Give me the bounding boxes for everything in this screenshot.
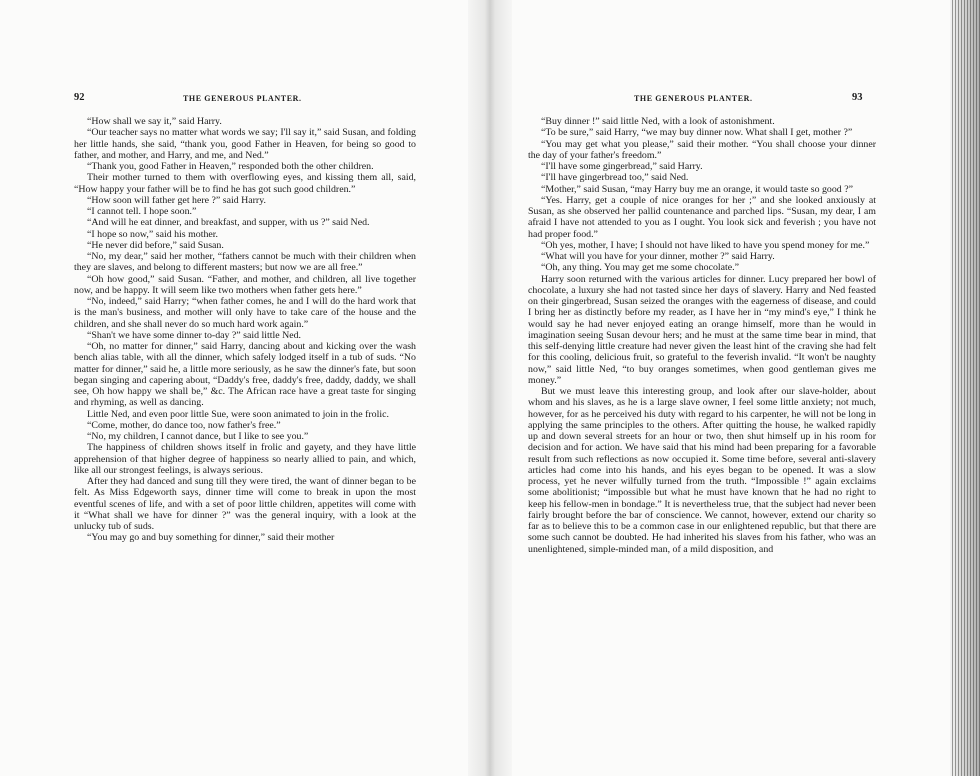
paragraph: “How soon will father get here ?” said Harry. [87,194,266,206]
page-text [74,116,416,544]
paragraph: “Come, mother, do dance too, now father's free.” [87,419,281,431]
running-header: THE GENEROUS PLANTER. [183,94,302,103]
paragraph: After they had danced and sung till they were tired, the want of dinner began to be felt. As Miss Edgeworth says, dinner time will come to break in upon the most eventful scenes of life, and with a set of poor little children, appetites will come with it “What shall we have for dinner ?” was the general inquiry, with a look at the unlucky tub of suds. [74,476,416,532]
paragraph: “No, indeed,” said Harry; “when father comes, he and I will do the hard work that is the man's business, and mother will only have to take care of the house and the children, and she shall never do so much hard work again.” [74,296,416,330]
paragraph: “Oh, no matter for dinner,” said Harry, dancing about and kicking over the wash bench alias table, with all the dinner, which safely lodged itself in a tub of suds. “No matter for dinner,” said he, a little more seriously, as he saw the dinner's fate, but soon began singing and capering about, “Daddy's free, daddy's free, daddy, daddy, we shall see, Oh how happy we shall be,” &c. The African race have a great taste for singing and rhyming, as well as dancing. [74,341,416,409]
paragraph: “Buy dinner !” said little Ned, with a look of astonishment. [541,116,775,127]
paragraph: “How shall we say it,” said Harry. [87,116,222,127]
paragraph: “You may get what you please,” said their mother. “You shall choose your dinner the day of your father's freedom.” [528,138,876,161]
paragraph: “I'll have some gingerbread,” said Harry. [541,161,703,172]
paragraph: “And will he eat dinner, and breakfast, and supper, with us ?” said Ned. [87,217,370,229]
paragraph: Their mother turned to them with overflowing eyes, and kissing them all, said, “How happy your father will be to find he has got such good children.” [74,172,416,195]
paragraph: “What will you have for your dinner, mother ?” said Harry. [541,251,775,262]
paragraph: Little Ned, and even poor little Sue, were soon animated to join in the frolic. [87,408,389,420]
paragraph: “Oh how good,” said Susan. “Father, and mother, and children, all live together now, and be happy. It will seem like two mothers when father gets here.” [74,273,416,296]
paragraph: Harry soon returned with the various articles for dinner. Lucy prepared her bowl of chocolate, a luxury she had not tasted since her days of slavery. Harry and Ned feasted on their gingerbread, Susan seized the oranges with the eagerness of disease, and could I bring her as distinctly before my reader, as I have her in “my mind's eye,” I think he would say he had never enjoyed eating an orange himself, more than he would in imagination seeing Susan devour hers; and he must at the same time bear in mind, that this self-denying little creature had never given the least hint of the craving she had felt for this cooling, delicious fruit, so grateful to the feverish invalid. “It won't be naughty now,” said little Ned, “to buy oranges sometimes, when good gentleman gives me money.” [528,273,876,386]
page-text [528,116,876,555]
running-header: THE GENEROUS PLANTER. [634,94,753,103]
paragraph: “Yes. Harry, get a couple of nice oranges for her ;” and she looked anxiously at Susan, as she observed her pallid countenance and parched lips. “Susan, my dear, I am afraid I have not attended to you as I ought. You look sick and feverish ; you have not had proper food.” [528,194,876,240]
paragraph: “You may go and buy something for dinner,” said their mother [87,532,335,544]
right-page [484,0,980,776]
paragraph: “Shan't we have some dinner to-day ?” said little Ned. [87,329,302,341]
paragraph: “Thank you, good Father in Heaven,” responded both the other children. [87,161,374,172]
page-number: 93 [852,92,863,103]
paragraph: “He never did before,” said Susan. [87,239,224,251]
paragraph: “Our teacher says no matter what words we say; I'll say it,” said Susan, and folding her little hands, she said, “thank you, good Father in Heaven, for being so good to father, and mother, and Harry, and me, and Ned.” [74,127,416,161]
paragraph: “I hope so now,” said his mother. [87,228,219,240]
paragraph: The happiness of children shows itself in frolic and gayety, and they have little apprehension of that higher degree of happiness so nearly allied to pain, and which, like all our strongest feelings, is always serious. [74,442,416,476]
paragraph: But we must leave this interesting group, and look after our slave-holder, about whom and his slaves, as he is a large slave owner, I feel some little anxiety; not much, however, for as he perceived his duty with regard to his carpenter, he will not be long in applying the same principles to the others. After quitting the house, he walked rapidly up and down several streets for an hour or two, then shut himself up in his room for decision and for action. We have said that his mind had been preparing for a favorable result from such reflections as now occupied it. Some time before, several anti-slavery articles had come into his hands, and his eyes began to be opened. It was a slow process, yet he never wilfully turned from the truth. “Impossible !” again exclaims some abolitionist; “impossible but what he must have known that he had no right to keep his fellow-men in bondage.” It is nevertheless true, that the subject had never been fairly brought before the bar of conscience. We cannot, however, extend our charity so far as to believe this to be a common case in our enlightened republic, but that there are some such cannot be doubted. He had inherited his slaves from his father, who was an unenlightened, simple-minded man, of a mild disposition, and [528,386,876,555]
paragraph: “Mother,” said Susan, “may Harry buy me an orange, it would taste so good ?” [541,183,853,195]
page-number: 92 [74,92,85,103]
paragraph: “To be sure,” said Harry, “we may buy dinner now. What shall I get, mother ?” [541,127,853,139]
book-gutter [468,0,512,776]
paragraph: “Oh yes, mother, I have; I should not have liked to have you spend money for me.” [541,239,870,251]
paragraph: “Oh, any thing. You may get me some chocolate.” [541,262,740,274]
page-edges [950,0,980,776]
paragraph: “No, my dear,” said her mother, “fathers cannot be much with their children when they are slaves, and belong to different masters; but now we are all free.” [74,251,416,274]
paragraph: “I cannot tell. I hope soon.” [87,206,197,217]
left-page [0,0,484,776]
paragraph: “I'll have gingerbread too,” said Ned. [541,172,689,184]
paragraph: “No, my children, I cannot dance, but I like to see you.” [87,431,309,442]
